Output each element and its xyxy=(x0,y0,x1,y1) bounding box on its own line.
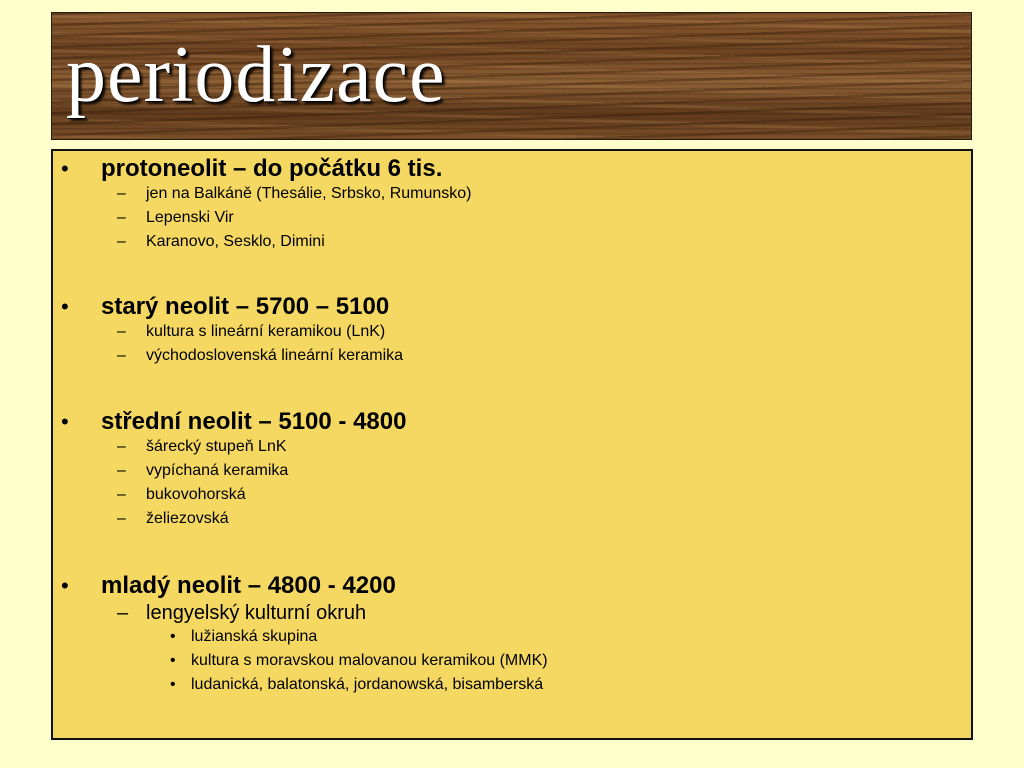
list-item-text: jen na Balkáně (Thesálie, Srbsko, Rumunsko) xyxy=(146,185,472,202)
list-item xyxy=(53,486,971,510)
content-panel xyxy=(51,149,973,740)
list-item xyxy=(53,323,971,347)
sub-list-item xyxy=(53,652,971,676)
bullet-icon: • xyxy=(61,294,69,319)
list-item-text: Karanovo, Sesklo, Dimini xyxy=(146,233,325,250)
list-item xyxy=(53,233,971,257)
section-stary-neolit xyxy=(53,293,971,371)
sub-list-item xyxy=(53,628,971,652)
section-heading-text: starý neolit – 5700 – 5100 xyxy=(101,293,390,320)
list-item-text: bukovohorská xyxy=(146,486,246,503)
list-item-text: vypíchaná keramika xyxy=(146,462,289,479)
list-item xyxy=(53,185,971,209)
list-item-text: želiezovská xyxy=(146,510,229,527)
dash-icon: – xyxy=(117,602,129,624)
dash-icon: – xyxy=(117,185,126,202)
list-item-text: lengyelský kulturní okruh xyxy=(146,602,367,624)
section-heading-text: protoneolit – do počátku 6 tis. xyxy=(101,155,443,182)
list-item-text: kultura s lineární keramikou (LnK) xyxy=(146,323,386,340)
sub-list-item-text: lužianská skupina xyxy=(191,628,318,645)
bullet-icon: • xyxy=(170,652,176,669)
bullet-icon: • xyxy=(61,573,69,598)
section-protoneolit xyxy=(53,155,971,257)
dash-icon: – xyxy=(117,510,126,527)
section-heading xyxy=(53,293,971,323)
bullet-icon: • xyxy=(61,156,69,181)
list-item xyxy=(53,510,971,534)
slide-title: periodizace xyxy=(66,31,446,119)
list-item xyxy=(53,347,971,371)
list-item xyxy=(53,209,971,233)
title-banner xyxy=(51,12,972,140)
section-heading xyxy=(53,155,971,185)
dash-icon: – xyxy=(117,209,126,226)
section-heading xyxy=(53,572,971,602)
section-heading-text: mladý neolit – 4800 - 4200 xyxy=(101,572,396,599)
bullet-icon: • xyxy=(61,409,69,434)
list-item xyxy=(53,602,971,628)
list-item-text: šárecký stupeň LnK xyxy=(146,438,287,455)
dash-icon: – xyxy=(117,438,126,455)
dash-icon: – xyxy=(117,347,126,364)
sub-list-item xyxy=(53,676,971,700)
sub-list-item-text: kultura s moravskou malovanou keramikou (MMK) xyxy=(191,652,548,669)
list-item xyxy=(53,462,971,486)
sub-list-item-text: ludanická, balatonská, jordanowská, bisamberská xyxy=(191,676,544,693)
section-heading-text: střední neolit – 5100 - 4800 xyxy=(101,408,407,435)
dash-icon: – xyxy=(117,323,126,340)
list-item xyxy=(53,438,971,462)
section-stredni-neolit xyxy=(53,408,971,534)
bullet-icon: • xyxy=(170,676,176,693)
dash-icon: – xyxy=(117,462,126,479)
dash-icon: – xyxy=(117,486,126,503)
list-item-text: Lepenski Vir xyxy=(146,209,234,226)
section-mlady-neolit xyxy=(53,572,971,700)
section-heading xyxy=(53,408,971,438)
list-item-text: východoslovenská lineární keramika xyxy=(146,347,404,364)
bullet-icon: • xyxy=(170,628,176,645)
dash-icon: – xyxy=(117,233,126,250)
